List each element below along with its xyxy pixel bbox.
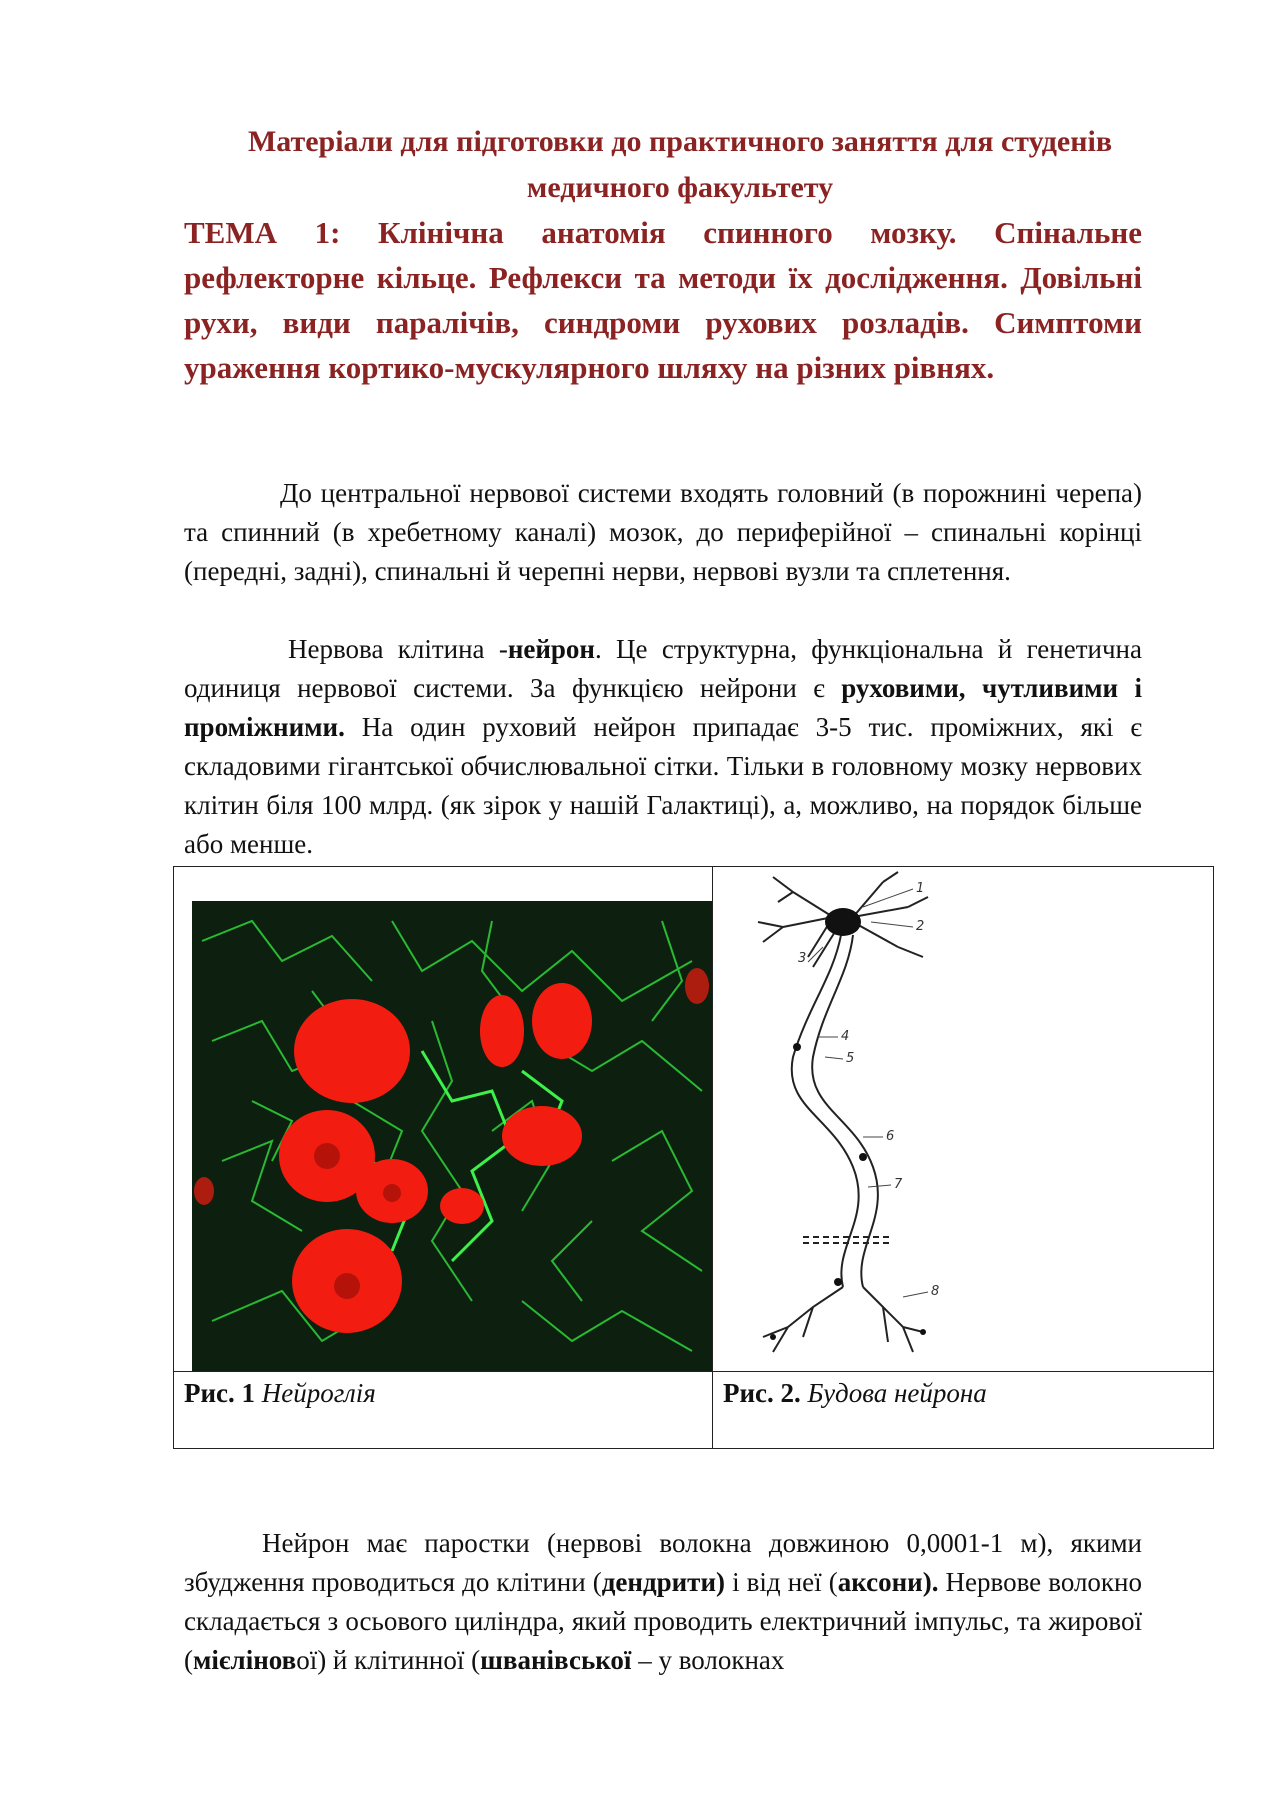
p2-bold-types: руховими, чутливими і проміжними. xyxy=(184,673,1143,742)
p3-bold-schwann: шванівської xyxy=(480,1645,632,1675)
paragraph-neuron xyxy=(184,630,1142,864)
label-6: 6 xyxy=(886,1129,895,1144)
label-1: 1 xyxy=(916,881,925,896)
p2-bold-neuron: нейрон xyxy=(507,634,595,664)
figure1-label: Рис. 1 xyxy=(184,1378,256,1408)
p2-part2: . Це структурна, функціональна й генетична одиниця нервової системи. За функцією нейрони є xyxy=(184,634,1142,703)
neuron-body-6 xyxy=(502,1106,582,1166)
paragraph-cns-text: До центральної нервової системи входять головний (в порожнині черепа) та спинний (в хребетному каналі) мозок, до периферійної – спинальні корінці (передні, задні), спинальні й черепні нерви, нервові вузли та сплетення. xyxy=(184,478,1142,586)
neuron-structure-image xyxy=(713,867,1213,1365)
neuroglia-illustration xyxy=(192,901,712,1371)
paragraph-fibers xyxy=(184,1524,1142,1680)
neuroglia-image xyxy=(192,901,712,1371)
neuron-body-7 xyxy=(440,1188,484,1224)
p3-part3c: ї) й клітинної ( xyxy=(309,1645,481,1675)
document-title-line2: медичного факультету xyxy=(526,171,834,204)
figure1-cell xyxy=(174,867,713,1372)
figure2-label: Рис. 2. xyxy=(723,1378,801,1408)
p3-part2: і від неї ( xyxy=(725,1567,838,1597)
topic-heading: ТЕМА 1: Клінічна анатомія спинного мозку. Спінальне рефлекторне кільце. Рефлекси та методи їх дослідження. Довільні рухи, види паралічів, синдроми рухових розладів. Симптоми ураження кортико-мускулярного шляху на різних рівнях. xyxy=(184,215,1142,385)
p3-part4: – у волокнах xyxy=(631,1645,785,1675)
figure2-cell xyxy=(713,867,1214,1372)
paragraph-cns xyxy=(184,474,1142,591)
label-7: 7 xyxy=(894,1177,903,1192)
p2-part3: На один руховий нейрон припадає 3-5 тис. проміжних, які є складовими гігантської обчислювальної сітки. Тільки в головному мозку нервових клітин біля 100 млрд. (як зірок у нашій Галактиці), а, можливо, на порядок більше або менше. xyxy=(184,712,1142,859)
figure1-caption xyxy=(174,1372,713,1449)
neuron-structure-illustration xyxy=(713,867,1209,1365)
p3-part1: Нейрон має паростки (нервові волокна довжиною 0,0001-1 м), якими збудження проводиться до клітини ( xyxy=(184,1528,1142,1597)
figure2-caption xyxy=(713,1372,1214,1449)
document-title-line1: Матеріали для підготовки до практичного заняття для студенів xyxy=(247,125,1113,158)
neuron-body-1 xyxy=(294,999,410,1103)
label-3: 3 xyxy=(798,951,807,966)
label-4: 4 xyxy=(841,1029,850,1044)
p3-bold-dendrites: дендрити) xyxy=(601,1567,725,1597)
p3-part3: Нервове волокно складається з осьового циліндра, який проводить електричний імпульс, та жирової ( xyxy=(184,1567,1142,1675)
figures-table xyxy=(173,866,1214,1449)
label-5: 5 xyxy=(846,1051,855,1066)
p3-part3b: о xyxy=(296,1645,310,1675)
label-2: 2 xyxy=(916,919,925,934)
label-8: 8 xyxy=(931,1284,940,1299)
figure2-caption-text: Будова нейрона xyxy=(807,1378,987,1408)
p3-bold-axons: аксони). xyxy=(837,1567,939,1597)
neuron-body-2 xyxy=(480,995,524,1067)
figure1-caption-text: Нейроглія xyxy=(261,1378,376,1408)
p2-part1: Нервова клітина - xyxy=(288,634,508,664)
neuron-body-3 xyxy=(532,983,592,1059)
p3-bold-myelin: мієлінов xyxy=(193,1645,297,1675)
